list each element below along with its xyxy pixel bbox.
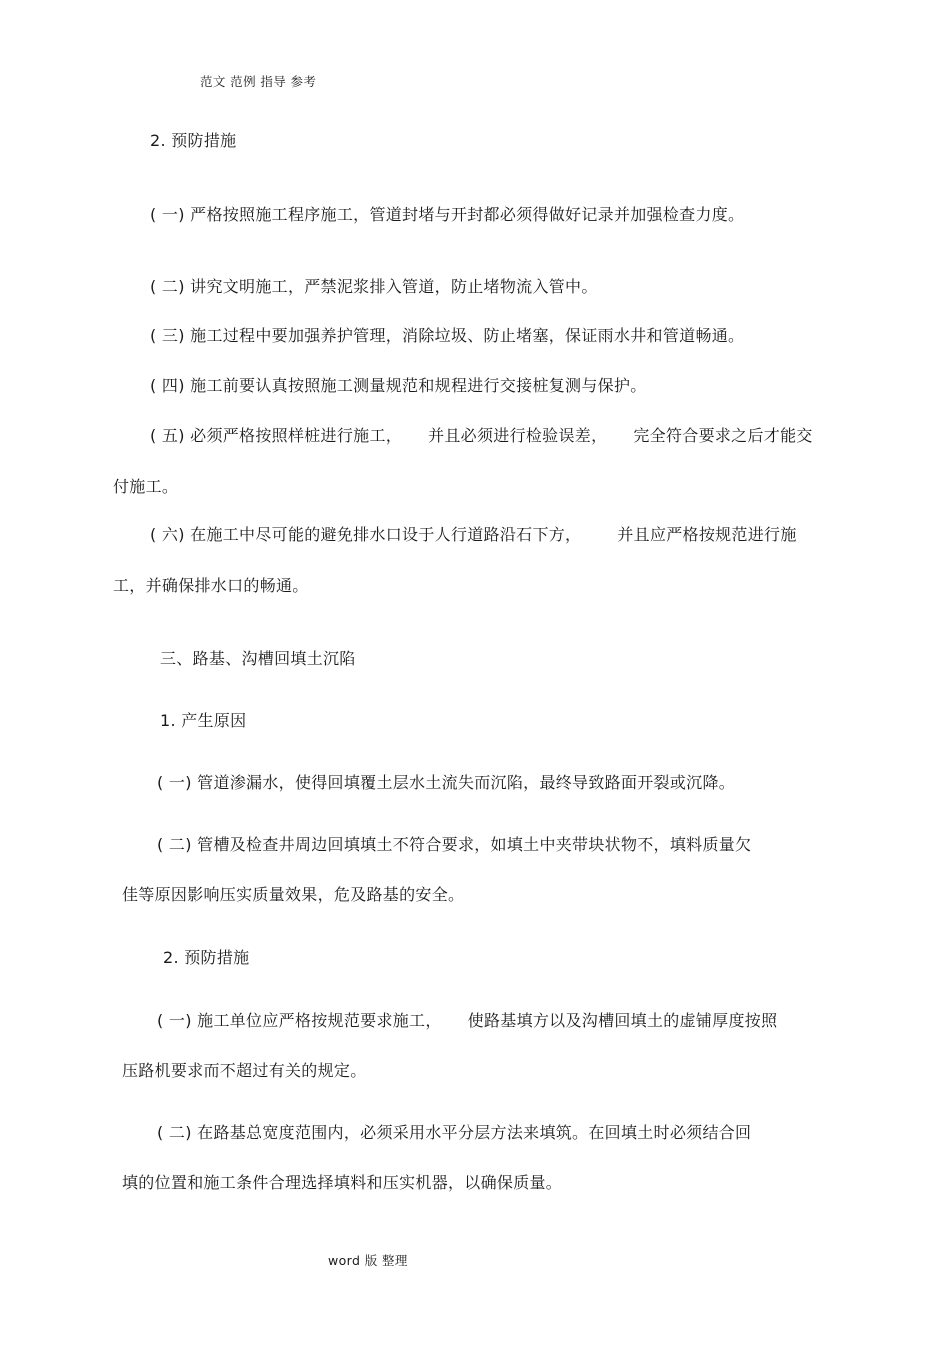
page-footer: word 版 整理	[328, 1253, 408, 1268]
page-header: 范文 范例 指导 参考	[200, 74, 317, 89]
paragraph-line: ( 四) 施工前要认真按照施工测量规范和规程进行交接桩复测与保护。	[150, 376, 647, 395]
text-segment: 并且必须进行检验误差，	[428, 426, 608, 445]
paragraph-line: 工，并确保排水口的畅通。	[113, 576, 309, 595]
section-heading: 1. 产生原因	[160, 711, 247, 730]
text-segment: ( 一) 施工单位应严格按规范要求施工，	[157, 1011, 442, 1030]
text-segment: 完全符合要求之后才能交	[633, 426, 813, 445]
paragraph-line: ( 二) 在路基总宽度范围内，必须采用水平分层方法来填筑。在回填土时必须结合回	[157, 1123, 752, 1142]
text-segment: 使路基填方以及沟槽回填土的虚铺厚度按照	[467, 1011, 778, 1030]
paragraph-line: ( 三) 施工过程中要加强养护管理，消除垃圾、防止堵塞，保证雨水井和管道畅通。	[150, 326, 745, 345]
paragraph-line	[150, 525, 797, 545]
paragraph-line: 佳等原因影响压实质量效果，危及路基的安全。	[122, 885, 465, 904]
paragraph-line: ( 二) 讲究文明施工，严禁泥浆排入管道，防止堵物流入管中。	[150, 277, 598, 296]
text-segment: 并且应严格按规范进行施	[617, 525, 797, 544]
paragraph-line	[157, 1011, 777, 1031]
section-heading: 2. 预防措施	[163, 948, 250, 967]
paragraph-line: 压路机要求而不超过有关的规定。	[122, 1061, 367, 1080]
paragraph-line: ( 一) 管道渗漏水，使得回填覆土层水土流失而沉陷，最终导致路面开裂或沉降。	[157, 773, 736, 792]
paragraph-line: ( 二) 管槽及检查井周边回填填土不符合要求，如填土中夹带块状物不，填料质量欠	[157, 835, 752, 854]
paragraph-line	[150, 426, 813, 446]
section-heading: 2. 预防措施	[150, 131, 237, 150]
text-segment: ( 五) 必须严格按照样桩进行施工，	[150, 426, 403, 445]
paragraph-line: 付施工。	[113, 477, 179, 496]
paragraph-line: ( 一) 严格按照施工程序施工，管道封堵与开封都必须得做好记录并加强检查力度。	[150, 205, 745, 224]
text-segment: ( 六) 在施工中尽可能的避免排水口设于人行道路沿石下方，	[150, 525, 582, 544]
section-heading: 三、路基、沟槽回填土沉陷	[160, 649, 356, 668]
paragraph-line: 填的位置和施工条件合理选择填料和压实机器，以确保质量。	[122, 1173, 563, 1192]
